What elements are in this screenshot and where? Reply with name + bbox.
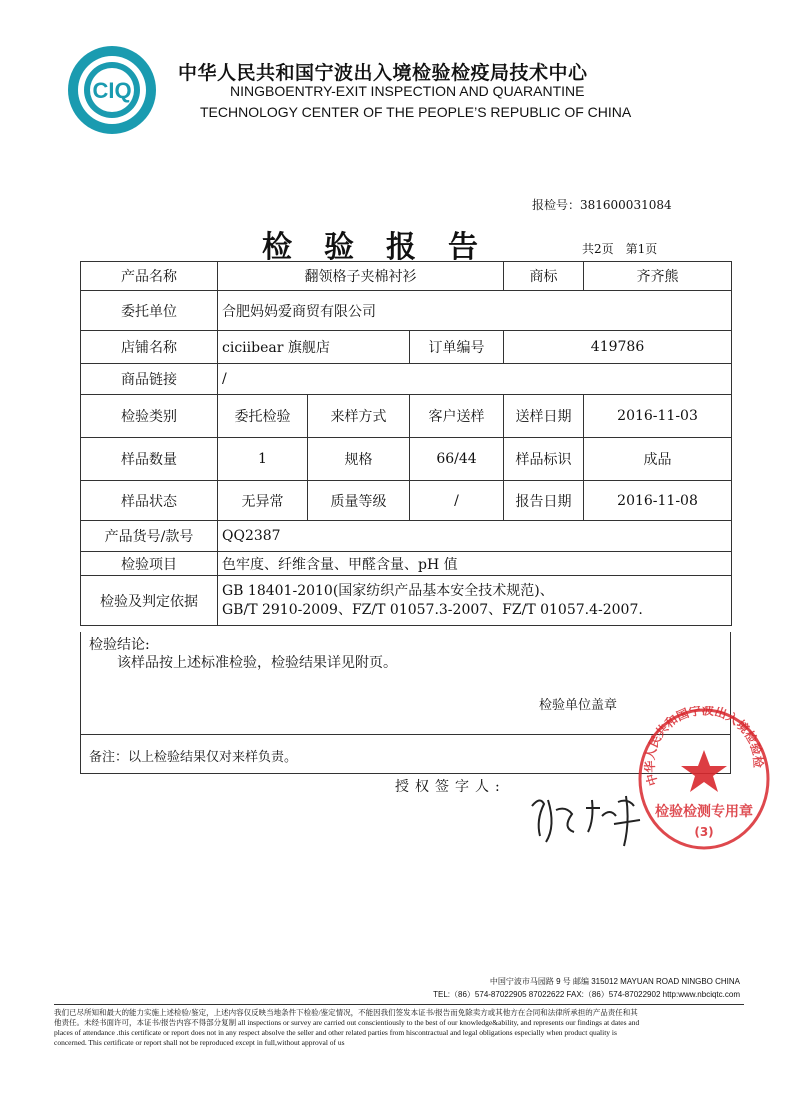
style-label: 产品货号/款号: [81, 521, 218, 552]
footer-divider: [54, 1004, 744, 1005]
page-count: 共2页 第1页: [582, 242, 658, 256]
inspect-type-value: 委托检验: [218, 395, 308, 438]
spec-value: 66/44: [410, 438, 504, 481]
basis-label: 检验及判定依据: [81, 576, 218, 626]
inspection-table: [80, 261, 732, 626]
product-name-value: 翻领格子夹棉衬衫: [218, 262, 504, 291]
remark-box: [80, 734, 731, 774]
mark-label: 样品标识: [504, 438, 584, 481]
table-row: [81, 395, 732, 438]
mark-value: 成品: [584, 438, 732, 481]
shop-label: 店铺名称: [81, 331, 218, 364]
spec-label: 规格: [308, 438, 410, 481]
basis-value: [218, 576, 732, 626]
disclaimer-line-3: places of attendance .this certificate or report does not in any respect absolve the seller and other related parties from hiscontractual and legal obligations especially when product quality is: [54, 1028, 617, 1037]
table-row: [81, 262, 732, 291]
basis-line-2: GB/T 2910-2009、FZ/T 01057.3-2007、FZ/T 01057.4-2007.: [222, 601, 643, 618]
send-date-label: 送样日期: [504, 395, 584, 438]
qty-value: 1: [218, 438, 308, 481]
table-row: [81, 331, 732, 364]
table-row: [81, 521, 732, 552]
basis-line-1: GB 18401-2010(国家纺织产品基本安全技术规范)、: [222, 582, 554, 599]
product-name-label: 产品名称: [81, 262, 218, 291]
brand-value: 齐齐熊: [584, 262, 732, 291]
items-value: 色牢度、纤维含量、甲醛含量、pH 值: [218, 552, 732, 576]
qty-label: 样品数量: [81, 438, 218, 481]
report-number: 报检号：381600031084: [532, 198, 672, 212]
shop-value: ciciibear 旗舰店: [218, 331, 410, 364]
org-name-cn: 中华人民共和国宁波出入境检验检疫局技术中心: [178, 62, 588, 84]
svg-text:CIQ: CIQ: [92, 78, 132, 103]
client-label: 委托单位: [81, 291, 218, 331]
svg-text:中华人民共和国宁波出入境检验检疫局技术中心: 中华人民共和国宁波出入境检验检: [642, 706, 766, 788]
brand-label: 商标: [504, 262, 584, 291]
link-label: 商品链接: [81, 364, 218, 395]
order-value: 419786: [504, 331, 732, 364]
report-date-value: 2016-11-08: [584, 481, 732, 521]
ciq-logo: [66, 44, 158, 136]
table-row: [81, 438, 732, 481]
table-row: [81, 291, 732, 331]
client-value: 合肥妈妈爱商贸有限公司: [218, 291, 732, 331]
remark-text: 备注：以上检验结果仅对来样负责。: [89, 750, 298, 765]
disclaimer-line-4: concerned. This certificate or report shall not be reproduced except in full,without approval of us: [54, 1038, 345, 1047]
org-name-en-line2: TECHNOLOGY CENTER OF THE PEOPLE’S REPUBLIC OF CHINA: [200, 104, 632, 120]
table-row: [81, 364, 732, 395]
sampling-value: 客户送样: [410, 395, 504, 438]
footer-disclaimer: [54, 1008, 744, 1048]
disclaimer-line-2: 他责任。未经书面许可，本证书/报告内容不得部分复制 all inspections or survey are carried out conscientiously to the best of our knowledge&ability, and represents our findings at dates and: [54, 1018, 640, 1027]
disclaimer-line-1: 我们已尽所知和最大的能力实施上述检验/鉴定，上述内容仅反映当地条件下检验/鉴定情况，不能因我们签发本证书/报告而免除卖方或其他方在合同和法律所承担的产品责任和其: [54, 1008, 638, 1017]
svg-text:(3): (3): [694, 825, 714, 839]
items-label: 检验项目: [81, 552, 218, 576]
org-name-en-line1: NINGBOENTRY-EXIT INSPECTION AND QUARANTINE: [230, 83, 585, 99]
official-seal: [636, 706, 772, 852]
link-value: /: [218, 364, 732, 395]
footer-address: 中国宁波市马园路 9 号 邮编 315012 MAYUAN ROAD NINGBO CHINA: [489, 977, 740, 986]
grade-value: /: [410, 481, 504, 521]
table-row: [81, 576, 732, 626]
send-date-value: 2016-11-03: [584, 395, 732, 438]
grade-label: 质量等级: [308, 481, 410, 521]
sampling-label: 来样方式: [308, 395, 410, 438]
document-title: 检验报告: [262, 230, 510, 265]
stamp-label: 检验单位盖章: [539, 698, 618, 713]
conclusion-text: 该样品按上述标准检验，检验结果详见附页。: [117, 655, 397, 671]
state-value: 无异常: [218, 481, 308, 521]
style-value: QQ2387: [218, 521, 732, 552]
report-date-label: 报告日期: [504, 481, 584, 521]
svg-text:检验检测专用章: 检验检测专用章: [655, 804, 753, 820]
conclusion-box: [80, 632, 731, 735]
order-label: 订单编号: [410, 331, 504, 364]
footer-contact: TEL:（86）574-87022905 87022622 FAX:（86）574-87022902 http:www.nbciqtc.com: [433, 990, 740, 999]
table-row: [81, 481, 732, 521]
state-label: 样品状态: [81, 481, 218, 521]
inspect-type-label: 检验类别: [81, 395, 218, 438]
signer-label: 授权签字人:: [395, 779, 506, 795]
conclusion-label: 检验结论:: [89, 637, 150, 653]
table-row: [81, 552, 732, 576]
